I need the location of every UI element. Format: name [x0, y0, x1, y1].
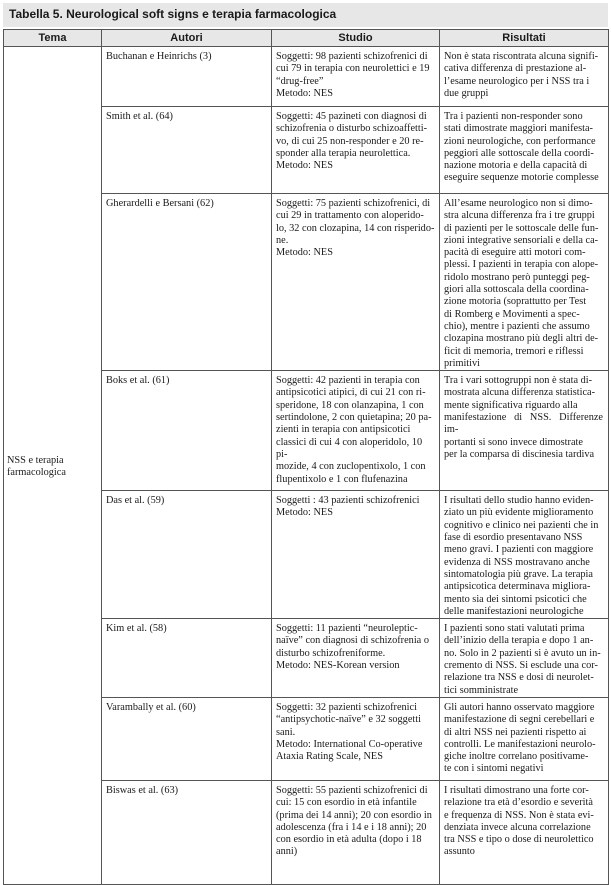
risultati-line: tra NSS e tipo o dose di neurolettico: [444, 834, 594, 846]
risultati-cell: [440, 107, 609, 194]
risultati-line: delle manifestazioni neurologiche: [444, 605, 584, 617]
studio-line: naïve” con diagnosi di schizofrenia o: [276, 635, 429, 647]
studio-line: adolescenza (fra i 14 e i 18 anni); 20: [276, 821, 427, 833]
column-header-autori: Autori: [102, 30, 272, 47]
table-body: [4, 47, 609, 885]
risultati-line: di Romberg e Movimenti a spec-: [444, 308, 580, 320]
studio-line: schizofrenia o disturbo schizoaffetti-: [276, 123, 428, 135]
risultati-line: denziata invece alcuna correlazione: [444, 821, 591, 833]
risultati-line: manifestazione di NSS. Differenze im-: [444, 412, 603, 436]
risultati-cell: [440, 491, 609, 619]
studio-line: Soggetti: 32 pazienti schizofrenici: [276, 701, 417, 713]
risultati-line: manifestazione di segni cerebellari e: [444, 714, 595, 726]
risultati-line: Tra i vari sottogruppi non è stata di-: [444, 375, 593, 387]
risultati-line: mostrata alcuna differenza statistica-: [444, 387, 596, 399]
studio-line: Soggetti: 98 pazienti schizofrenici di: [276, 51, 428, 62]
risultati-line: peggiori alle sottoscale della coordi-: [444, 147, 594, 159]
risultati-line: evidenza di NSS mostravano anche: [444, 556, 590, 568]
autori-cell: Gherardelli e Bersani (62): [102, 194, 272, 371]
risultati-line: giche inoltre correlano positivame-: [444, 751, 589, 763]
data-table: [3, 29, 609, 885]
studio-line: cui 79 in terapia con neurolettici e 19: [276, 63, 430, 75]
risultati-line: primitivi: [444, 357, 481, 369]
column-header-risultati: Risultati: [440, 30, 609, 47]
studio-line: classici di cui 4 con aloperidolo, 10 pi-: [276, 436, 423, 460]
risultati-line: zioni neurologiche, con performance: [444, 135, 596, 147]
studio-line: Metodo: International Co-operative: [276, 738, 423, 750]
risultati-line: fase di esordio presentavano NSS: [444, 532, 583, 544]
risultati-line: tici somministrate: [444, 684, 519, 696]
autori-cell: Varambally et al. (60): [102, 697, 272, 780]
risultati-cell: [440, 619, 609, 698]
studio-line: Metodo: NES: [276, 247, 333, 259]
studio-line: sponder alla terapia neurolettica.: [276, 147, 411, 159]
risultati-line: ficit di memoria, tremori e riflessi: [444, 345, 584, 357]
studio-line: “antipsychotic-naïve” e 32 soggetti: [276, 714, 421, 726]
risultati-line: te con i sintomi negativi: [444, 763, 544, 775]
risultati-cell: [440, 697, 609, 780]
risultati-line: relazione tra età d’esordio e severità: [444, 797, 593, 809]
studio-line: anni): [276, 846, 298, 858]
tema-cell: NSS e terapia farmacologica: [4, 47, 102, 885]
risultati-line: mente significativa riguardo alla: [444, 399, 578, 411]
studio-line: Metodo: NES: [276, 87, 333, 99]
risultati-line: chio), mentre i pazienti che assumo: [444, 320, 590, 332]
risultati-line: All’esame neurologico non si dimo-: [444, 198, 593, 209]
risultati-line: I risultati dimostrano una forte cor-: [444, 784, 589, 796]
column-header-studio: Studio: [272, 30, 440, 47]
studio-line: Soggetti: 55 pazienti schizofrenici di: [276, 784, 428, 796]
studio-cell: [272, 491, 440, 619]
risultati-line: I pazienti sono stati valutati prima: [444, 623, 585, 635]
risultati-line: sintomatologia più grave. La terapia: [444, 568, 593, 580]
studio-line: “drug-free”: [276, 75, 324, 87]
studio-line: Metodo: NES: [276, 507, 333, 519]
risultati-line: antipsicotica determinava migliora-: [444, 581, 591, 593]
studio-line: mozide, 4 con zuclopentixolo, 1 con: [276, 461, 426, 473]
risultati-line: controlli. Le manifestazioni neurolo-: [444, 738, 596, 750]
autori-cell: Buchanan e Heinrichs (3): [102, 47, 272, 107]
risultati-line: per la comparsa di discinesia tardiva: [444, 448, 595, 460]
risultati-line: Non è stata riscontrata alcuna signifi-: [444, 51, 599, 62]
risultati-line: eseguire sequenze motorie complesse: [444, 172, 599, 184]
risultati-line: mento sia dei sintomi psicotici che: [444, 593, 587, 605]
risultati-line: Gli autori hanno osservato maggiore: [444, 701, 595, 713]
risultati-line: dell’inizio della terapia e dopo 1 an-: [444, 635, 594, 647]
studio-line: cui 29 in trattamento con aloperido-: [276, 210, 424, 222]
risultati-line: Tra i pazienti non-responder sono: [444, 111, 583, 122]
studio-cell: [272, 194, 440, 371]
studio-cell: [272, 619, 440, 698]
studio-line: antipsicotici atipici, di cui 21 con ri-: [276, 387, 426, 399]
risultati-cell: [440, 47, 609, 107]
autori-cell: Biswas et al. (63): [102, 780, 272, 884]
studio-line: Soggetti: 42 pazienti in terapia con: [276, 375, 420, 387]
header-row: [4, 30, 609, 47]
table-row: [4, 47, 609, 107]
risultati-line: zione motoria (soprattutto per Test: [444, 296, 587, 308]
risultati-line: assunto: [444, 846, 475, 858]
risultati-line: e frequenza di NSS. Non è stata evi-: [444, 809, 594, 821]
risultati-line: pacità di eseguire atti motori com-: [444, 247, 586, 259]
studio-line: con esordio in età adulta (dopo i 18: [276, 834, 422, 846]
risultati-line: clozapina mostrano più degli altri de-: [444, 333, 599, 345]
studio-cell: [272, 371, 440, 491]
risultati-line: no. Solo in 2 pazienti si è avuto un in-: [444, 647, 601, 659]
risultati-line: ziato un più evidente miglioramento: [444, 507, 594, 519]
risultati-line: stati dimostrate maggiori manifesta-: [444, 123, 593, 135]
risultati-line: di altri NSS nei pazienti rispetto ai: [444, 726, 587, 738]
risultati-line: meno gravi. I pazienti con maggiore: [444, 544, 594, 556]
studio-line: Metodo: NES: [276, 160, 333, 172]
studio-line: (prima dei 14 anni); 20 con esordio in: [276, 809, 432, 821]
risultati-cell: [440, 194, 609, 371]
studio-line: sertindolone, 2 con quietapina; 20 pa-: [276, 412, 432, 424]
studio-line: Metodo: NES-Korean version: [276, 660, 400, 672]
risultati-line: I risultati dello studio hanno eviden-: [444, 495, 594, 507]
studio-line: disturbo schizofreniforme.: [276, 647, 386, 659]
risultati-line: ridolo mostrano però punteggi peg-: [444, 271, 590, 283]
risultati-line: l’esame neurologico per i NSS tra i: [444, 75, 590, 87]
risultati-line: nazione motoria e della capacità di: [444, 160, 588, 172]
studio-line: ne.: [276, 234, 289, 246]
risultati-line: portanti si sono invece dimostrate: [444, 436, 583, 448]
risultati-line: relazione tra NSS e dosi di neurolet-: [444, 672, 594, 684]
table-title: Tabella 5. Neurological soft signs e terapia farmacologica: [3, 3, 608, 27]
studio-line: Soggetti: 45 pazineti con diagnosi di: [276, 111, 427, 122]
studio-line: vo, di cui 25 non-responder e 20 re-: [276, 135, 424, 147]
studio-line: Ataxia Rating Scale, NES: [276, 751, 383, 763]
studio-line: lo, 32 con clozapina, 14 con risperido-: [276, 222, 435, 234]
risultati-line: cremento di NSS. Si esclude una cor-: [444, 660, 598, 672]
risultati-cell: [440, 371, 609, 491]
risultati-line: cognitivo e clinico nei pazienti che in: [444, 519, 599, 531]
studio-cell: [272, 47, 440, 107]
risultati-line: di pazienti per le sottoscale delle fun-: [444, 222, 599, 234]
risultati-line: cativa differenza di prestazione al-: [444, 63, 587, 75]
studio-cell: [272, 107, 440, 194]
studio-line: cui: 15 con esordio in età infantile: [276, 797, 417, 809]
risultati-line: due gruppi: [444, 87, 489, 99]
risultati-line: plessi. I pazienti in terapia con alope-: [444, 259, 599, 271]
autori-cell: Boks et al. (61): [102, 371, 272, 491]
risultati-line: stra alcuna differenza fra i tre gruppi: [444, 210, 595, 222]
studio-line: speridone, 18 con olanzapina, 1 con: [276, 399, 424, 411]
risultati-line: zioni integrative sensoriali e della ca-: [444, 234, 599, 246]
risultati-cell: [440, 780, 609, 884]
studio-line: flupentixolo e 1 con flufenazina: [276, 473, 408, 485]
column-header-tema: Tema: [4, 30, 102, 47]
studio-line: Soggetti: 11 pazienti “neuroleptic-: [276, 623, 418, 635]
studio-line: Soggetti : 43 pazienti schizofrenici: [276, 495, 420, 507]
studio-line: sani.: [276, 726, 296, 738]
studio-cell: [272, 780, 440, 884]
autori-cell: Smith et al. (64): [102, 107, 272, 194]
studio-cell: [272, 697, 440, 780]
risultati-line: giori alla sottoscala della coordina-: [444, 284, 589, 296]
autori-cell: Das et al. (59): [102, 491, 272, 619]
studio-line: Soggetti: 75 pazienti schizofrenici, di: [276, 198, 431, 209]
autori-cell: Kim et al. (58): [102, 619, 272, 698]
studio-line: zienti in terapia con antipsicotici: [276, 424, 411, 436]
